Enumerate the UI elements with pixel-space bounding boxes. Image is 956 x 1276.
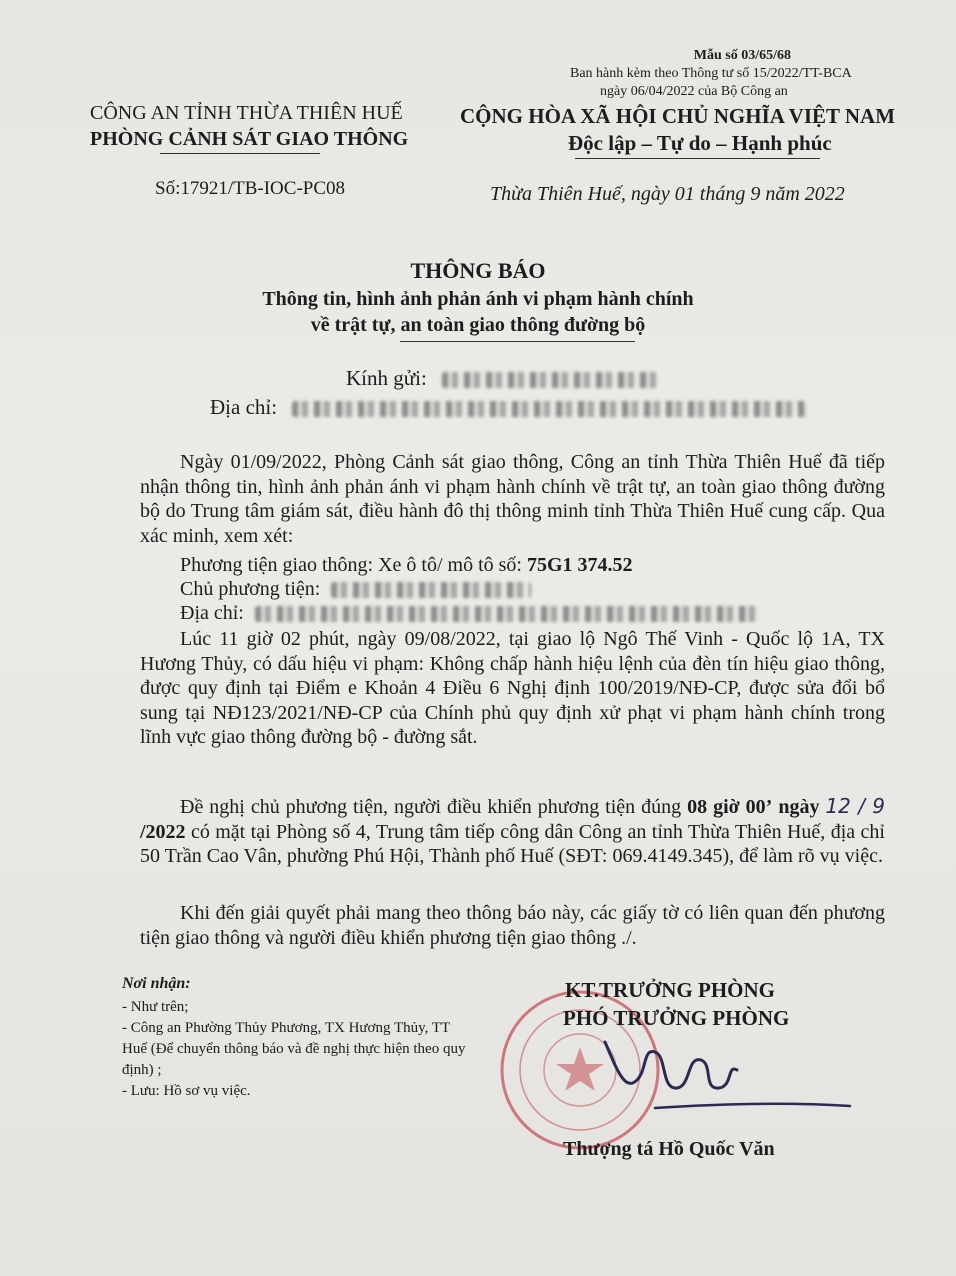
redacted-owner-address: [255, 606, 760, 622]
request-year: /2022: [140, 820, 186, 843]
signature-title-2: PHÓ TRƯỞNG PHÒNG: [563, 1006, 790, 1030]
department-name: PHÒNG CẢNH SÁT GIAO THÔNG: [90, 128, 409, 150]
address-label: Địa chỉ:: [210, 395, 278, 419]
vehicle-label: Phương tiện giao thông: Xe ô tô/ mô tô số:: [180, 554, 527, 576]
owner-label: Chủ phương tiện:: [180, 578, 321, 600]
document-subtitle-1: Thông tin, hình ảnh phản ánh vi phạm hành chính: [262, 288, 694, 310]
form-issue-line2: ngày 06/04/2022 của Bộ Công an: [600, 84, 788, 99]
vehicle-plate: 75G1 374.52: [526, 554, 633, 576]
document-title: THÔNG BÁO: [410, 258, 546, 283]
recipient-item: - Công an Phường Thủy Phương, TX Hương Thủy, TT Huế (Để chuyển thông báo và đề nghị thực hiện theo quy định) ;: [122, 1020, 466, 1078]
country-name: CỘNG HÒA XÃ HỘI CHỦ NGHĨA VIỆT NAM: [460, 104, 896, 128]
redacted-addressee: [442, 372, 657, 388]
national-motto: Độc lập – Tự do – Hạnh phúc: [568, 131, 832, 155]
addressee-address-row: [210, 395, 807, 420]
form-issue-line1: Ban hành kèm theo Thông tư số 15/2022/TT-BCA: [570, 66, 852, 81]
department-underline: [160, 153, 320, 154]
request-time: 08 giờ 00’: [687, 796, 773, 818]
closing-paragraph: Khi đến giải quyết phải mang theo thông báo này, các giấy tờ có liên quan đến phương tiện giao thông và người điều khiển phương tiện giao thông ./.: [140, 902, 885, 949]
subtitle-underline: [400, 341, 635, 342]
form-number: Mẫu số 03/65/68: [693, 48, 791, 63]
vehicle-row: [180, 554, 633, 577]
owner-address-row: [180, 602, 760, 625]
signer-name: Thượng tá Hồ Quốc Văn: [563, 1138, 775, 1160]
violation-paragraph: Lúc 11 giờ 02 phút, ngày 09/08/2022, tại giao lộ Ngô Thế Vinh - Quốc lộ 1A, TX Hương Thủy, có dấu hiệu vi phạm: Không chấp hành hiệu lệnh của đèn tín hiệu giao thông, được quy định tại Điểm e Khoản 4 Điều 6 Nghị định 100/2019/NĐ-CP, được sửa đổi bổ sung tại NĐ123/2021/NĐ-CP của Chính phủ quy định xử phạt vi phạm hành chính trong lĩnh vực giao thông đường bộ - đường sắt.: [140, 628, 885, 749]
place-date: Thừa Thiên Huế, ngày 01 tháng 9 năm 2022: [490, 183, 845, 205]
handwritten-date: 12 / 9: [825, 794, 886, 818]
redacted-owner: [331, 582, 531, 598]
owner-address-label: Địa chỉ:: [180, 602, 244, 624]
request-day-label: ngày: [778, 796, 820, 818]
recipient-item: - Như trên;: [122, 999, 189, 1015]
agency-name: CÔNG AN TỈNH THỪA THIÊN HUẾ: [90, 102, 403, 124]
motto-underline: [575, 158, 820, 159]
owner-row: [180, 578, 531, 601]
document-subtitle-2: về trật tự, an toàn giao thông đường bộ: [310, 314, 646, 336]
request-intro: Đề nghị chủ phương tiện, người điều khiển phương tiện đúng: [180, 796, 688, 818]
addressee-row: [346, 366, 657, 391]
handwritten-signature: [595, 1030, 855, 1120]
recipients-heading: Nơi nhận:: [122, 975, 191, 992]
redacted-address: [292, 401, 807, 417]
signature-title-1: KT.TRƯỞNG PHÒNG: [565, 978, 775, 1002]
document-number: Số:17921/TB-IOC-PC08: [155, 178, 346, 199]
addressee-label: Kính gửi:: [346, 366, 427, 390]
recipient-item: - Lưu: Hồ sơ vụ việc.: [122, 1083, 251, 1099]
request-details: có mặt tại Phòng số 4, Trung tâm tiếp công dân Công an tỉnh Thừa Thiên Huế, địa chỉ 50 Trần Cao Vân, phường Phú Hội, Thành phố Huế (SĐT: 069.4149.345), để làm rõ vụ việc.: [140, 820, 885, 868]
intro-paragraph: Ngày 01/09/2022, Phòng Cảnh sát giao thông, Công an tỉnh Thừa Thiên Huế đã tiếp nhận thông tin, hình ảnh phản ánh vi phạm hành chính về trật tự, an toàn giao thông đường bộ do Trung tâm giám sát, điều hành đô thị thông minh tỉnh Thừa Thiên Huế cung cấp. Qua xác minh, xem xét:: [140, 451, 885, 547]
request-paragraph: [140, 794, 885, 869]
